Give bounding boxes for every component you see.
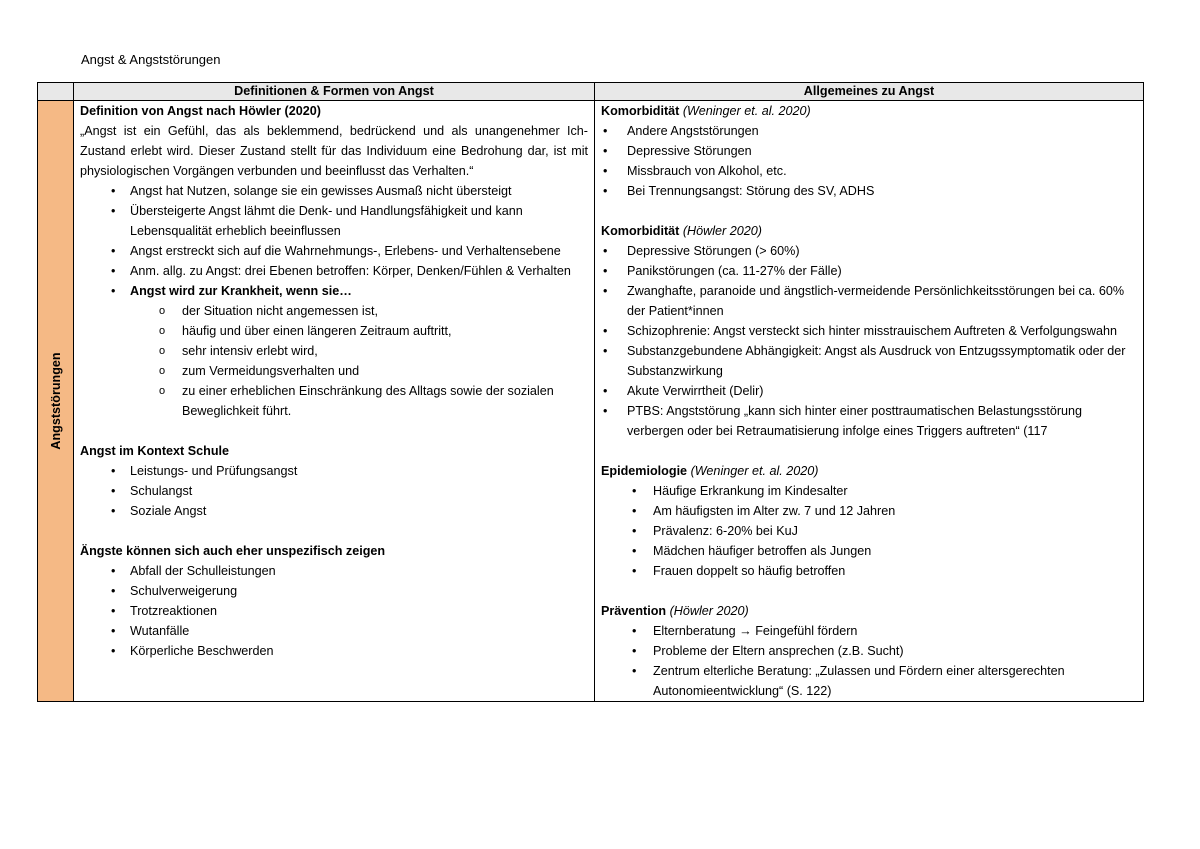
list-item: o sehr intensiv erlebt wird, <box>80 341 588 361</box>
list-item: • Wutanfälle <box>80 621 588 641</box>
list-item: • Akute Verwirrtheit (Delir) <box>601 381 1137 401</box>
header-definitionen: Definitionen & Formen von Angst <box>74 83 595 101</box>
definition-quote: „Angst ist ein Gefühl, das als beklemmend, bedrückend und als unangenehmer Ich-Zustand erlebt wird. Dieser Zustand stellt für das Individuum eine Bedrohung dar, ist mit physiologischen Vorgängen verbunden und beeinflusst das Verhalten.“ <box>80 124 588 178</box>
praevention-heading <box>601 601 1137 621</box>
list-item: • Am häufigsten im Alter zw. 7 und 12 Jahren <box>601 501 1137 521</box>
komorbiditaet-2-list <box>601 241 1137 441</box>
list-item: • Abfall der Schulleistungen <box>80 561 588 581</box>
item-text: Elternberatung <box>653 624 736 638</box>
schule-heading: Angst im Kontext Schule <box>80 444 230 458</box>
komorbiditaet-1-list <box>601 121 1137 201</box>
side-label-cell <box>38 101 74 702</box>
list-item: o häufig und über einen längeren Zeitraum auftritt, <box>80 321 588 341</box>
list-item: • Zwanghafte, paranoide und ängstlich-vermeidende Persönlichkeitsstörungen bei ca. 60% der Patient*innen <box>601 281 1137 321</box>
list-item: • Schulangst <box>80 481 588 501</box>
header-row <box>38 83 1144 101</box>
heading-text: Prävention <box>601 604 667 618</box>
list-item: o zu einer erheblichen Einschränkung des Alltags sowie der sozialen Beweglichkeit führt. <box>80 381 588 421</box>
list-item: • Übersteigerte Angst lähmt die Denk- und Handlungsfähigkeit und kann Lebensqualität erheblich beeinflussen <box>80 201 588 241</box>
krankheit-list <box>80 301 588 421</box>
list-item: • Prävalenz: 6-20% bei KuJ <box>601 521 1137 541</box>
list-item: • Probleme der Eltern ansprechen (z.B. Sucht) <box>601 641 1137 661</box>
definition-heading: Definition von Angst nach Höwler (2020) <box>80 104 321 118</box>
krankheit-heading: Angst wird zur Krankheit, wenn sie… <box>130 284 352 298</box>
corner-cell <box>38 83 74 101</box>
left-column <box>74 101 595 702</box>
content-row <box>38 101 1144 702</box>
citation: (Weninger et. al. 2020) <box>690 464 819 478</box>
list-item: • Depressive Störungen (> 60%) <box>601 241 1137 261</box>
list-item <box>601 621 1137 641</box>
heading-text: Epidemiologie <box>601 464 688 478</box>
right-column <box>595 101 1144 702</box>
definition-bullets <box>80 181 588 421</box>
list-item: • Missbrauch von Alkohol, etc. <box>601 161 1137 181</box>
list-item: • Angst hat Nutzen, solange sie ein gewisses Ausmaß nicht übersteigt <box>80 181 588 201</box>
list-item: • Angst erstreckt sich auf die Wahrnehmungs-, Erlebens- und Verhaltensebene <box>80 241 588 261</box>
citation: (Höwler 2020) <box>682 224 762 238</box>
list-item: o der Situation nicht angemessen ist, <box>80 301 588 321</box>
list-item: • Trotzreaktionen <box>80 601 588 621</box>
list-item: o zum Vermeidungsverhalten und <box>80 361 588 381</box>
item-text: Feingefühl fördern <box>755 624 858 638</box>
unspezifisch-list <box>80 561 588 661</box>
list-item: • Körperliche Beschwerden <box>80 641 588 661</box>
list-item: • Bei Trennungsangst: Störung des SV, ADHS <box>601 181 1137 201</box>
arrow-right-icon: → <box>739 624 752 638</box>
list-item: • Anm. allg. zu Angst: drei Ebenen betroffen: Körper, Denken/Fühlen & Verhalten <box>80 261 588 281</box>
list-item: • Leistungs- und Prüfungsangst <box>80 461 588 481</box>
document-title: Angst & Angststörungen <box>81 52 221 67</box>
praevention-list <box>601 621 1137 701</box>
list-item <box>80 281 588 421</box>
komorbiditaet-1-heading <box>601 101 1137 121</box>
side-label: Angststörungen <box>48 352 63 450</box>
citation: (Weninger et. al. 2020) <box>682 104 811 118</box>
epidemiologie-list <box>601 481 1137 581</box>
list-item: • Andere Angststörungen <box>601 121 1137 141</box>
list-item: • Substanzgebundene Abhängigkeit: Angst als Ausdruck von Entzugssymptomatik oder der Substanzwirkung <box>601 341 1137 381</box>
epidemiologie-heading <box>601 461 1137 481</box>
list-item: • Schizophrenie: Angst versteckt sich hinter misstrauischem Auftreten & Verfolgungswahn <box>601 321 1137 341</box>
list-item: • Zentrum elterliche Beratung: „Zulassen und Fördern einer altersgerechten Autonomieentwicklung“ (S. 122) <box>601 661 1137 701</box>
komorbiditaet-2-heading <box>601 221 1137 241</box>
content-table <box>37 82 1144 702</box>
header-allgemeines: Allgemeines zu Angst <box>595 83 1144 101</box>
unspezifisch-heading: Ängste können sich auch eher unspezifisch zeigen <box>80 544 386 558</box>
list-item: • Depressive Störungen <box>601 141 1137 161</box>
list-item: • Frauen doppelt so häufig betroffen <box>601 561 1137 581</box>
citation: (Höwler 2020) <box>669 604 749 618</box>
list-item: • Panikstörungen (ca. 11-27% der Fälle) <box>601 261 1137 281</box>
list-item: • Häufige Erkrankung im Kindesalter <box>601 481 1137 501</box>
list-item: • Schulverweigerung <box>80 581 588 601</box>
heading-text: Komorbidität <box>601 104 680 118</box>
schule-list <box>80 461 588 521</box>
list-item: • PTBS: Angststörung „kann sich hinter einer posttraumatischen Belastungsstörung verbergen oder bei Retraumatisierung infolge eines Triggers auftreten“ (117 <box>601 401 1137 441</box>
list-item: • Soziale Angst <box>80 501 588 521</box>
heading-text: Komorbidität <box>601 224 680 238</box>
list-item: • Mädchen häufiger betroffen als Jungen <box>601 541 1137 561</box>
